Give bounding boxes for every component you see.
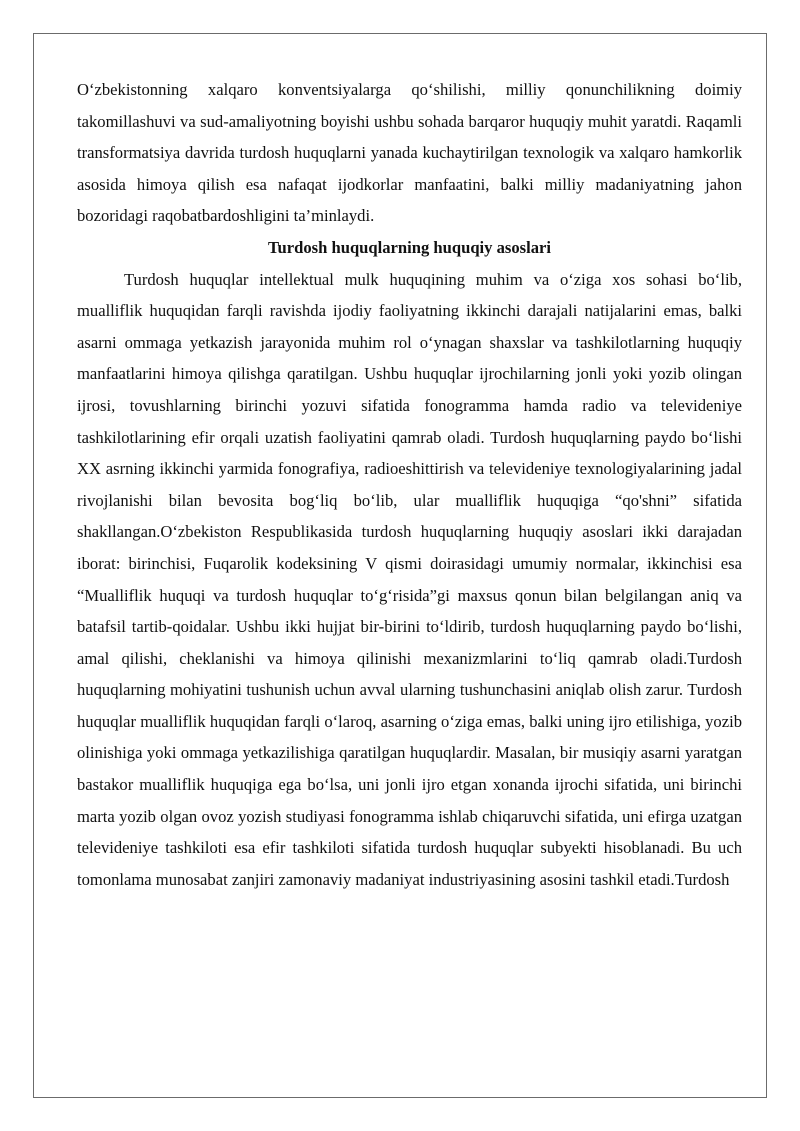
document-body	[77, 74, 742, 895]
body-paragraph: Turdosh huquqlar intellektual mulk huquqining muhim va o‘ziga xos sohasi bo‘lib, mualliflik huquqidan farqli ravishda ijodiy faoliyatning ikkinchi darajali natijalarini emas, balki asarni ommaga yetkazish jarayonida muhim rol o‘ynagan shaxslar va tashkilotlarning huquqiy manfaatlarini himoya qilishga qaratilgan. Ushbu huquqlar ijrochilarning jonli yoki yozib olingan ijrosi, tovushlarning birinchi yozuvi sifatida fonogramma hamda radio va televideniye tashkilotlarining efir orqali uzatish faoliyatini qamrab oladi. Turdosh huquqlarning paydo bo‘lishi XX asrning ikkinchi yarmida fonografiya, radioeshittirish va televideniye texnologiyalarining jadal rivojlanishi bilan bevosita bog‘liq bo‘lib, ular mualliflik huquqiga “qo'shni” sifatida shakllangan.O‘zbekiston Respublikasida turdosh huquqlarning huquqiy asoslari ikki darajadan iborat: birinchisi, Fuqarolik kodeksining V qismi doirasidagi umumiy normalar, ikkinchisi esa “Mualliflik huquqi va turdosh huquqlar to‘g‘risida”gi maxsus qonun bilan belgilangan aniq va batafsil tartib-qoidalar. Ushbu ikki hujjat bir-birini to‘ldirib, turdosh huquqlarning paydo bo‘lishi, amal qilishi, cheklanishi va himoya qilinishi mexanizmlarini to‘liq qamrab oladi.Turdosh huquqlarning mohiyatini tushunish uchun avval ularning tushunchasini aniqlab olish zarur. Turdosh huquqlar mualliflik huquqidan farqli o‘laroq, asarning o‘ziga emas, balki uning ijro etilishiga, yozib olinishiga yoki ommaga yetkazilishiga qaratilgan huquqlardir. Masalan, bir musiqiy asarni yaratgan bastakor mualliflik huquqiga ega bo‘lsa, uni jonli ijro etgan xonanda ijrochi sifatida, uni birinchi marta yozib olgan ovoz yozish studiyasi fonogramma ishlab chiqaruvchi sifatida, uni efirga uzatgan televideniye tashkiloti esa efir tashkiloti sifatida turdosh huquqlar subyekti hisoblanadi. Bu uch tomonlama munosabat zanjiri zamonaviy madaniyat industriyasining asosini tashkil etadi.Turdosh	[77, 269, 742, 889]
section-heading: Turdosh huquqlarning huquqiy asoslari	[267, 237, 552, 257]
intro-paragraph: O‘zbekistonning xalqaro konventsiyalarga qo‘shilishi, milliy qonunchilikning doimiy takomillashuvi va sud-amaliyotning boyishi ushbu sohada barqaror huquqiy muhit yaratdi. Raqamli transformatsiya davrida turdosh huquqlarni yanada kuchaytirilgan texnologik va xalqaro hamkorlik asosida himoya qilish esa nafaqat ijodkorlar manfaatini, balki milliy madaniyatning jahon bozoridagi raqobatbardoshligini ta’minlaydi.	[77, 80, 742, 226]
